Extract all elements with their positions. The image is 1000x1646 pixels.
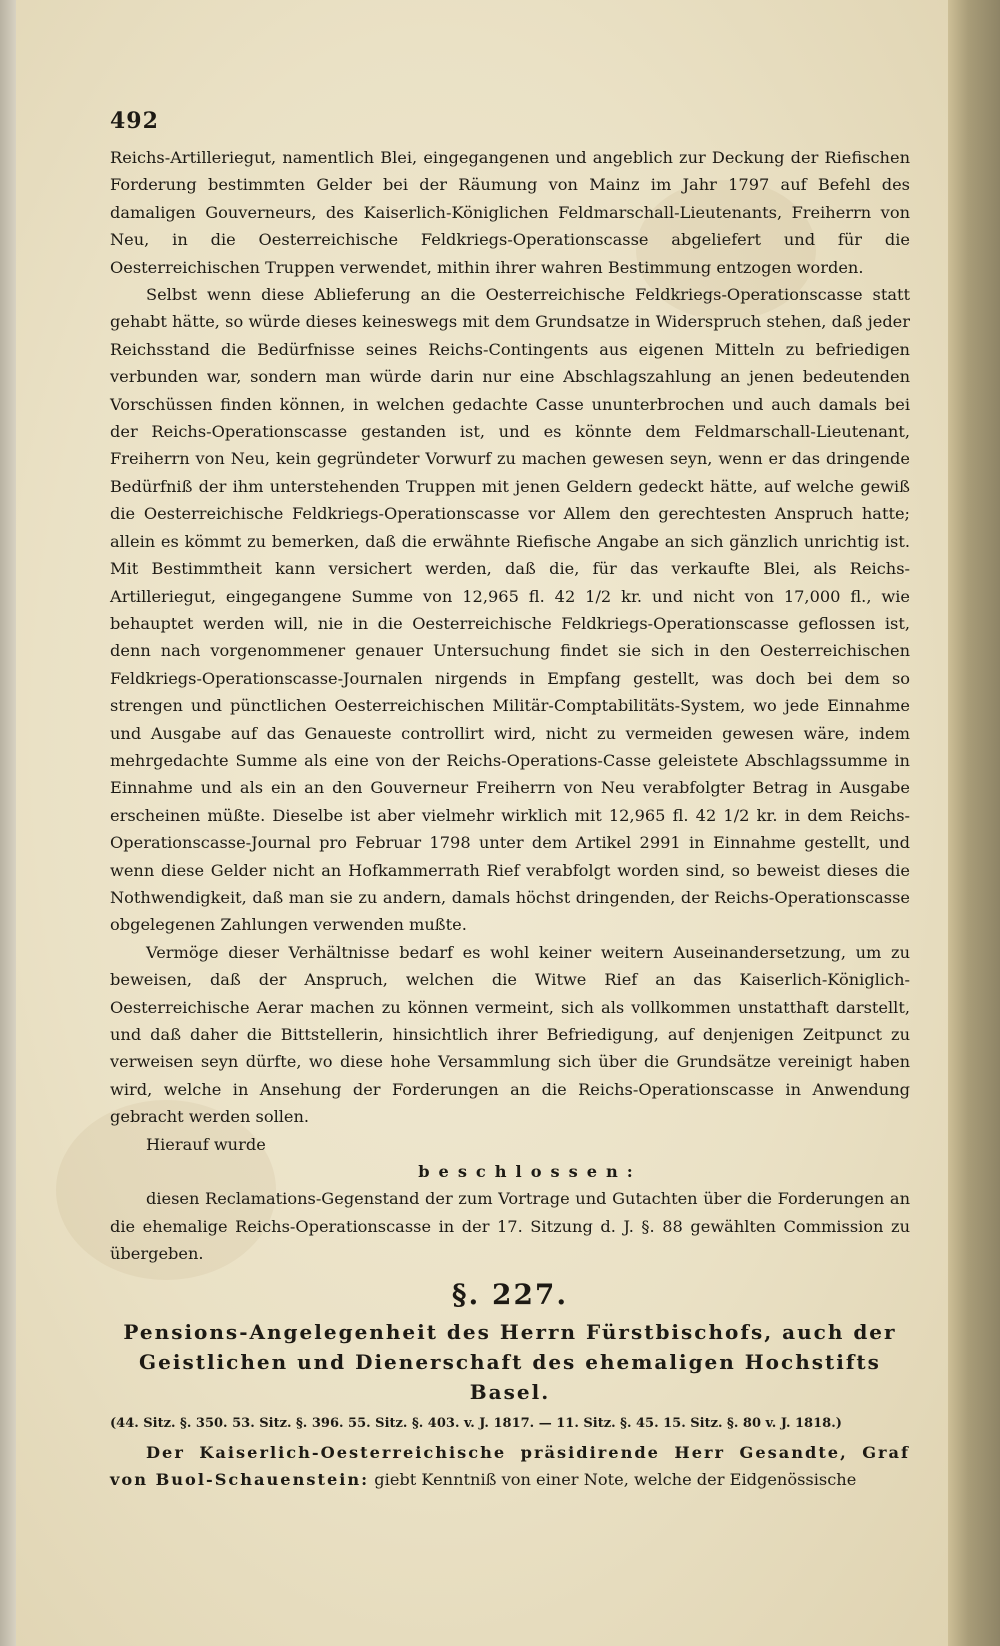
scan-edge-left: [0, 0, 16, 1646]
resolution-text: diesen Reclamations-Gegenstand der zum Vortrage und Gutachten über die Forderungen an die ehemalige Reichs-Operationscasse in der 17. Sitzung d. J. §. 88 gewählten Commission zu übergeben.: [110, 1189, 910, 1264]
paragraph-conclusion: Vermöge dieser Verhältnisse bedarf es wohl keiner weitern Auseinandersetzung, um zu beweisen, daß der Anspruch, welchen die Witwe Rief an das Kaiserlich-Königlich-Oesterreichische Aerar machen zu können vermeint, sich als vollkommen unstatthaft darstellt, und daß daher die Bittstellerin, hinsichtlich ihrer Befriedigung, auf denjenigen Zeitpunct zu verweisen seyn dürfte, wo diese hohe Versammlung sich über die Grundsätze vereinigt haben wird, welche in Ansehung der Forderungen an die Reichs-Operationscasse in Anwendung gebracht werden sollen.: [110, 942, 910, 1127]
section-opening-text: giebt Kenntniß von einer Note, welche der Eidgenössische: [369, 1470, 857, 1490]
paragraph-argument: Selbst wenn diese Ablieferung an die Oesterreichische Feldkriegs-Operationscasse statt gehabt hätte, so würde dieses keineswegs mit dem Grundsatze in Widerspruch stehen, daß jeder Reichsstand die Bedürfnisse seines Reichs-Contingents aus eigenen Mitteln zu befriedigen verbunden war, sondern man würde darin nur eine Abschlagszahlung an jenen bedeutenden Vorschüssen finden können, in welchen gedachte Casse ununterbrochen und auch damals bei der Reichs-Operationscasse gestanden ist, und es könnte dem Feldmarschall-Lieutenant, Freiherrn von Neu, kein gegründeter Vorwurf zu machen gewesen seyn, wenn er das dringende Bedürfniß der ihm unterstehenden Truppen mit jenen Geldern gedeckt hätte, auf welche gewiß die Oesterreichische Feldkriegs-Operationscasse vor Allem den gerechtesten Anspruch hatte; allein es kömmt zu bemerken, daß die erwähnte Riefische Angabe an sich gänzlich unrichtig ist. Mit Bestimmtheit kann versichert werden, daß die, für das verkaufte Blei, als Reichs-Artilleriegut, eingegangene Summe von 12,965 fl. 42 1/2 kr. und nicht von 17,000 fl., wie behauptet werden will, nie in die Oesterreichische Feldkriegs-Operationscasse geflossen ist, denn nach vorgenommener genauer Untersuchung findet sie sich in den Oesterreichischen Feldkriegs-Operationscasse-Journalen nirgends in Empfang gestellt, was doch bei dem so strengen und pünctlichen Oesterreichischen Militär-Comptabilitäts-System, wo jede Einnahme und Ausgabe auf das Genaueste controllirt wird, nicht zu vermeiden gewesen wäre, indem mehrgedachte Summe als eine von der Reichs-Operations-Casse geleistete Abschlagssumme in Einnahme und als ein an den Gouverneur Freiherrn von Neu verabfolgter Betrag in Ausgabe erscheinen müßte. Dieselbe ist aber vielmehr wirklich mit 12,965 fl. 42 1/2 kr. in dem Reichs-Operationscasse-Journal pro Februar 1798 unter dem Artikel 2991 in Einnahme gestellt, und wenn diese Gelder nicht an Hofkammerrath Rief verabfolgt worden sind, so beweist dieses die Nothwendigkeit, daß man sie zu andern, damals höchst dringenden, der Reichs-Operationscasse obgelegenen Zahlungen verwenden mußte.: [110, 285, 910, 935]
section-reference: (44. Sitz. §. 350. 53. Sitz. §. 396. 55. Sitz. §. 403. v. J. 1817. — 11. Sitz. §. 45. 15. Sitz. §. 80 v. J. 1818.): [110, 1415, 842, 1431]
beschlossen-heading: beschlossen:: [418, 1162, 642, 1182]
section-title: Pensions-Angelegenheit des Herrn Fürstbischofs, auch der Geistlichen und Dienerschaft des ehemaligen Hochstifts Basel.: [123, 1319, 897, 1404]
section-opening: [110, 1439, 910, 1494]
scan-edge-right: [948, 0, 1000, 1646]
paragraph-continuation: Reichs-Artilleriegut, namentlich Blei, eingegangenen und angeblich zur Deckung der Riefischen Forderung bestimmten Gelder bei der Räumung von Mainz im Jahr 1797 auf Befehl des damaligen Gouverneurs, des Kaiserlich-Königlichen Feldmarschall-Lieutenants, Freiherrn von Neu, in die Oesterreichische Feldkriegs-Operationscasse abgeliefert und für die Oesterreichischen Truppen verwendet, mithin ihrer wahren Bestimmung entzogen worden.: [110, 148, 910, 277]
book-page: [16, 0, 948, 1646]
section-speaker: Der Kaiserlich-Oesterreichische präsidirende Herr Gesandte, Graf von Buol-Schauenstein:: [110, 1442, 910, 1490]
hierauf-wurde: Hierauf wurde: [146, 1134, 266, 1154]
page-number: 492: [110, 108, 159, 134]
section-number: §. 227.: [451, 1277, 569, 1311]
page-content: [110, 108, 910, 1493]
